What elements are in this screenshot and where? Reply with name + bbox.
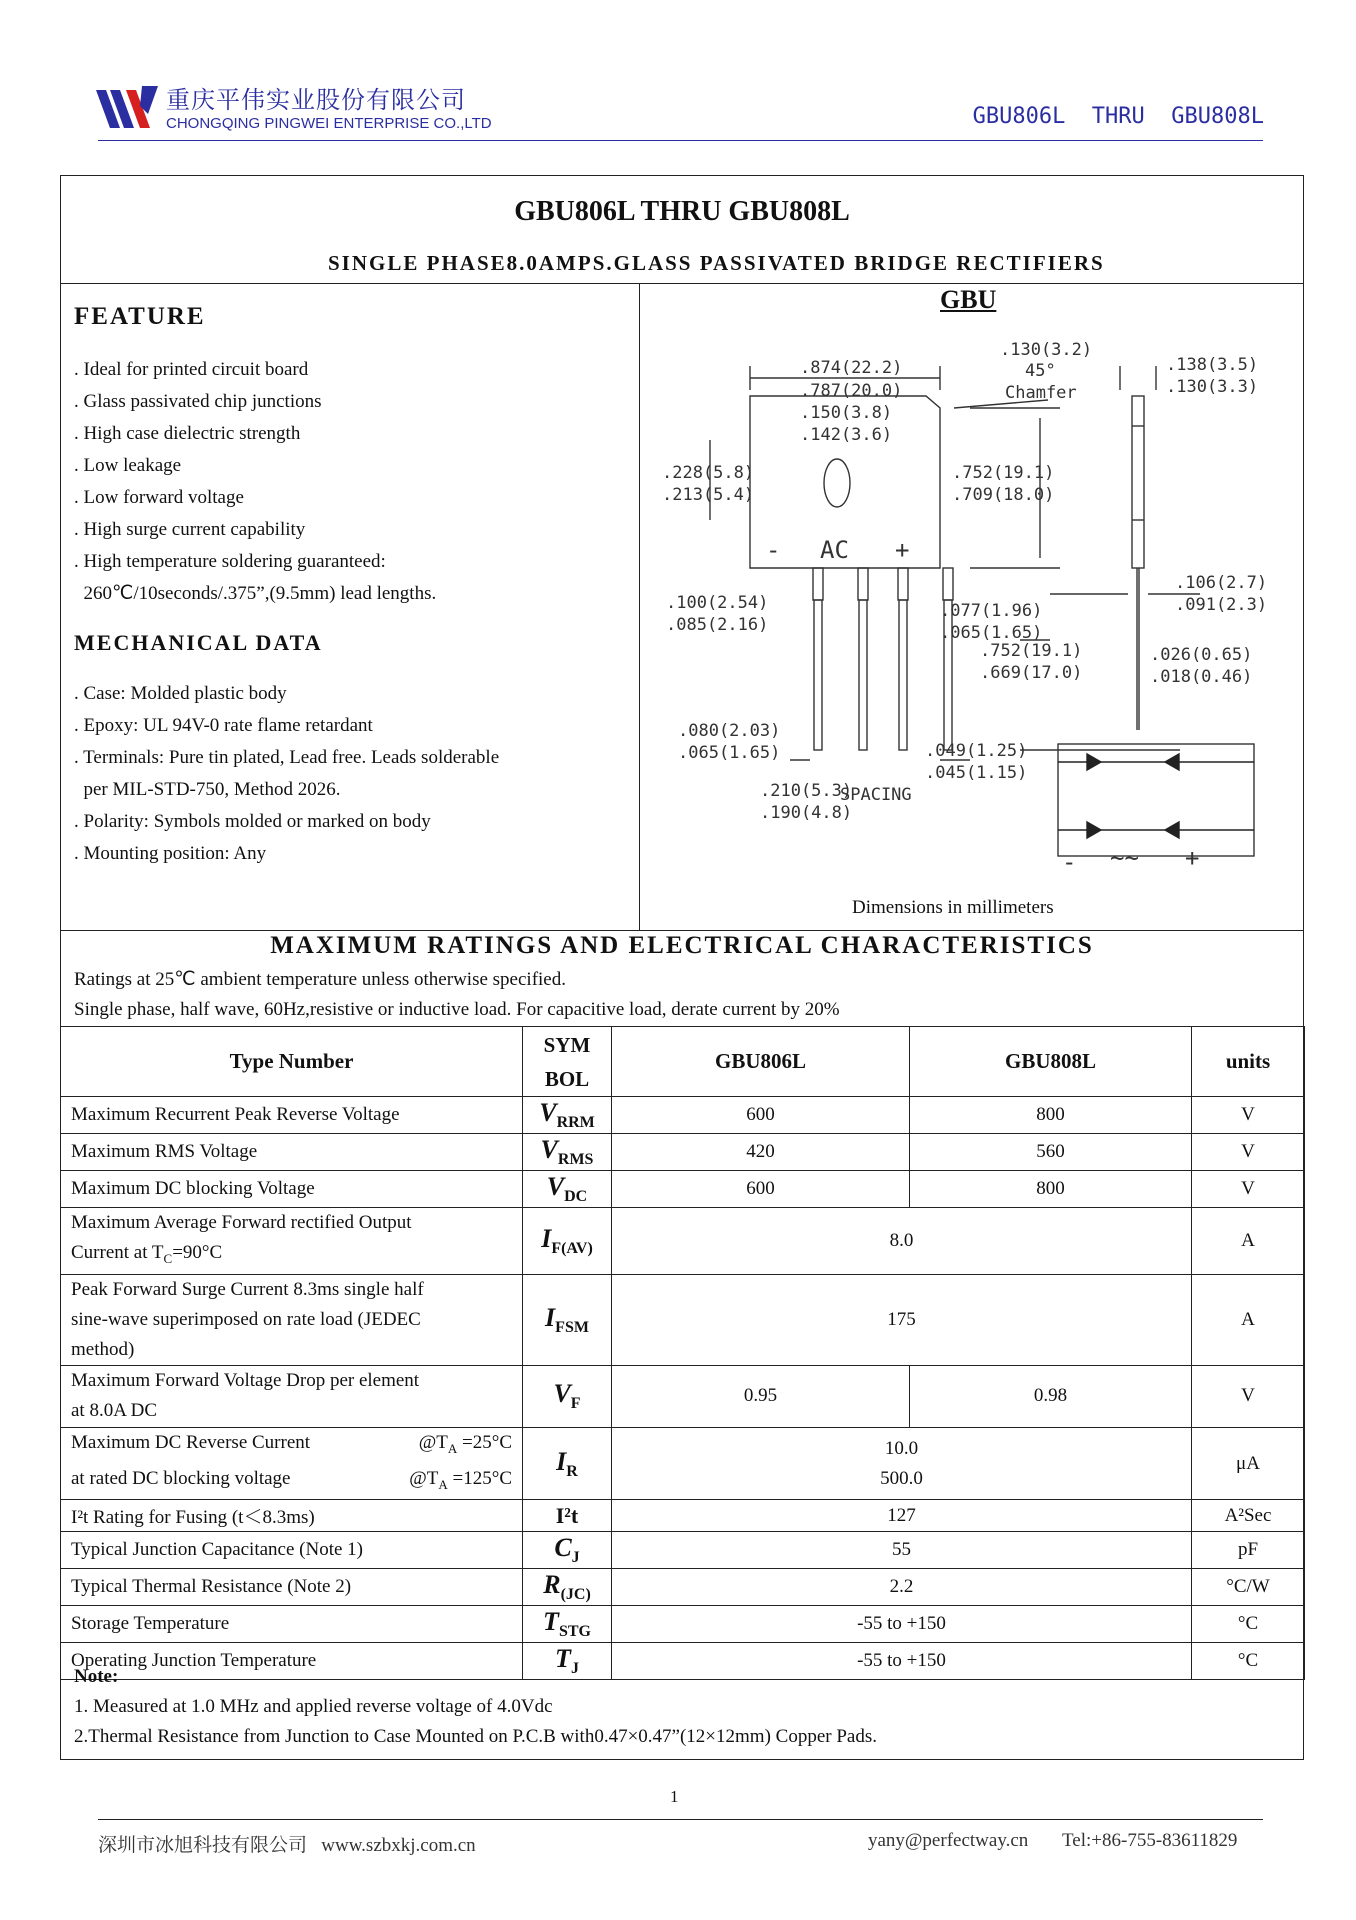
ratings-note: Single phase, half wave, 60Hz,resistive or inductive load. For capacitive load, derate current by 20%: [74, 999, 840, 1020]
ratings-table: [60, 1026, 1305, 1680]
table-row: Typical Thermal Resistance (Note 2) $R_{(JC)}$ 2.2 °C/W: [61, 1569, 1305, 1606]
dimension-label: .213(5.4): [662, 485, 755, 505]
footer-email: yany@perfectway.cn: [868, 1830, 1029, 1851]
table-header-row: [61, 1027, 1305, 1097]
dimension-label: .065(1.65): [940, 623, 1043, 643]
dimension-label: .138(3.5): [1166, 355, 1259, 375]
mounting-hole: [824, 459, 850, 507]
dimension-label: .085(2.16): [666, 615, 769, 635]
list-item: . Terminals: Pure tin plated, Lead free. Leads solderable: [74, 747, 500, 768]
dimension-label: .049(1.25): [925, 741, 1028, 761]
table-row: Maximum Average Forward rectified Output Current at $T_C=90^\circ C$ $I_{F(AV)}$ 8.0 A: [61, 1208, 1305, 1275]
dimension-label: .130(3.2): [1000, 340, 1093, 360]
ratings-heading: MAXIMUM RATINGS AND ELECTRICAL CHARACTERISTICS: [270, 932, 1094, 959]
footer-company: 深圳市冰旭科技有限公司 www.szbxkj.com.cn: [98, 1835, 476, 1856]
notes-heading: Note:: [74, 1666, 119, 1687]
dimension-label: Chamfer: [1005, 383, 1077, 403]
table-row: Maximum Recurrent Peak Reverse Voltage $V_{RRM}$ 600 800 V: [61, 1097, 1305, 1134]
diode-icon: [1165, 822, 1179, 838]
dimension-label: .077(1.96): [940, 601, 1043, 621]
page-subtitle: SINGLE PHASE8.0AMPS.GLASS PASSIVATED BRIDGE RECTIFIERS: [328, 251, 1105, 275]
column-header: Type Number: [61, 1027, 523, 1097]
column-header: SYM BOL: [523, 1027, 612, 1097]
dimension-label: .106(2.7): [1175, 573, 1268, 593]
list-item: . High case dielectric strength: [74, 423, 301, 444]
dimension-label: .752(19.1): [952, 463, 1055, 483]
footer-tel: Tel:+86-755-83611829: [1062, 1830, 1238, 1851]
ratings-note: Ratings at 25℃ ambient temperature unless otherwise specified.: [74, 969, 566, 990]
dimension-label: .091(2.3): [1175, 595, 1268, 615]
dimension-label: .150(3.8): [800, 403, 893, 423]
list-item: . High temperature soldering guaranteed:: [74, 551, 386, 572]
dimension-label: SPACING: [840, 785, 912, 805]
company-name-cn: 重庆平伟实业股份有限公司: [166, 86, 466, 114]
dimensions-note: Dimensions in millimeters: [852, 897, 1054, 918]
note-item: 1. Measured at 1.0 MHz and applied reverse voltage of 4.0Vdc: [74, 1696, 553, 1717]
dimension-label: .142(3.6): [800, 425, 893, 445]
mechanical-list: [74, 678, 499, 870]
footer-rule: [98, 1819, 1263, 1820]
terminal-minus: -: [1062, 848, 1077, 870]
dimension-label: .190(4.8): [760, 803, 853, 823]
list-item: . High surge current capability: [74, 519, 306, 540]
header-rule: [98, 140, 1263, 141]
list-item: . Glass passivated chip junctions: [74, 391, 322, 412]
dimension-label: .228(5.8): [662, 463, 755, 483]
list-item: per MIL-STD-750, Method 2026.: [74, 779, 341, 800]
list-item: . Ideal for printed circuit board: [74, 359, 309, 380]
list-item: . Epoxy: UL 94V-0 rate flame retardant: [74, 715, 373, 736]
table-row: Maximum Forward Voltage Drop per element at 8.0A DC $V_F$ 0.95 0.98 V: [61, 1365, 1305, 1427]
list-item: . Mounting position: Any: [74, 843, 267, 864]
list-item: 260℃/10seconds/.375”,(9.5mm) lead lengths.: [74, 583, 437, 604]
dimension-label: .669(17.0): [980, 663, 1083, 683]
feature-list: [74, 354, 436, 610]
column-header: GBU806L: [612, 1027, 910, 1097]
table-row: Maximum DC blocking Voltage $V_{DC}$ 600 800 V: [61, 1171, 1305, 1208]
dimension-label: .787(20.0): [800, 381, 903, 401]
list-item: . Low forward voltage: [74, 487, 244, 508]
table-row: Typical Junction Capacitance (Note 1) $C_J$ 55 pF: [61, 1532, 1305, 1569]
dimension-label: .100(2.54): [666, 593, 769, 613]
dimension-label: .018(0.46): [1150, 667, 1253, 687]
table-row: I²t Rating for Fusing (t＜8.3ms) I²t 127 A²Sec: [61, 1500, 1305, 1532]
header-part-range: GBU806L THRU GBU808L: [972, 104, 1264, 129]
diode-icon: [1165, 754, 1179, 770]
list-item: . Case: Molded plastic body: [74, 683, 287, 704]
list-item: . Polarity: Symbols molded or marked on body: [74, 811, 431, 832]
pin-marking-minus: -: [766, 536, 781, 564]
divider: [61, 930, 1303, 931]
pin-marking-plus: +: [895, 536, 910, 564]
page-title: GBU806L THRU GBU808L: [514, 196, 850, 227]
dimension-label: .080(2.03): [678, 721, 781, 741]
page-number: 1: [670, 1787, 679, 1806]
dimension-label: .065(1.65): [678, 743, 781, 763]
company-name-en: CHONGQING PINGWEI ENTERPRISE CO.,LTD: [166, 115, 492, 132]
dimension-label: .045(1.15): [925, 763, 1028, 783]
dimension-label: .026(0.65): [1150, 645, 1253, 665]
dimension-label: 45°: [1025, 361, 1056, 381]
table-row: Peak Forward Surge Current 8.3ms single half sine-wave superimposed on rate load (JEDEC method) $I_{FSM}$ 175 A: [61, 1274, 1305, 1365]
table-row: Storage Temperature $T_{STG}$ -55 to +150 °C: [61, 1606, 1305, 1643]
divider: [61, 283, 1303, 284]
table-row: Operating Junction Temperature $T_J$ -55 to +150 °C: [61, 1643, 1305, 1680]
dimension-label: .210(5.3): [760, 781, 853, 801]
table-row: Maximum DC Reverse Current $@T_A =25^\circ C$ at rated DC blocking voltage $@T_A =125^\circ C$ $I_R$ 10.0 500.0 μA: [61, 1427, 1305, 1500]
dimension-label: .130(3.3): [1166, 377, 1259, 397]
dimension-label: .874(22.2): [800, 358, 903, 378]
terminal-plus: +: [1185, 844, 1200, 870]
package-outline-drawing: [640, 330, 1290, 870]
dimension-label: .709(18.0): [952, 485, 1055, 505]
diode-icon: [1087, 822, 1101, 838]
feature-heading: FEATURE: [74, 303, 206, 330]
note-item: 2.Thermal Resistance from Junction to Case Mounted on P.C.B with0.47×0.47”(12×12mm) Copper Pads.: [74, 1726, 877, 1747]
terminal-ac: ~~: [1110, 844, 1139, 870]
package-name: GBU: [940, 285, 997, 314]
column-header: GBU808L: [910, 1027, 1192, 1097]
company-logo: [96, 84, 162, 134]
diode-icon: [1087, 754, 1101, 770]
pin-marking-ac: AC: [820, 536, 849, 564]
list-item: . Low leakage: [74, 455, 182, 476]
mechanical-heading: MECHANICAL DATA: [74, 630, 323, 655]
column-header: units: [1192, 1027, 1305, 1097]
dimension-label: .752(19.1): [980, 641, 1083, 661]
table-row: Maximum RMS Voltage $V_{RMS}$ 420 560 V: [61, 1134, 1305, 1171]
